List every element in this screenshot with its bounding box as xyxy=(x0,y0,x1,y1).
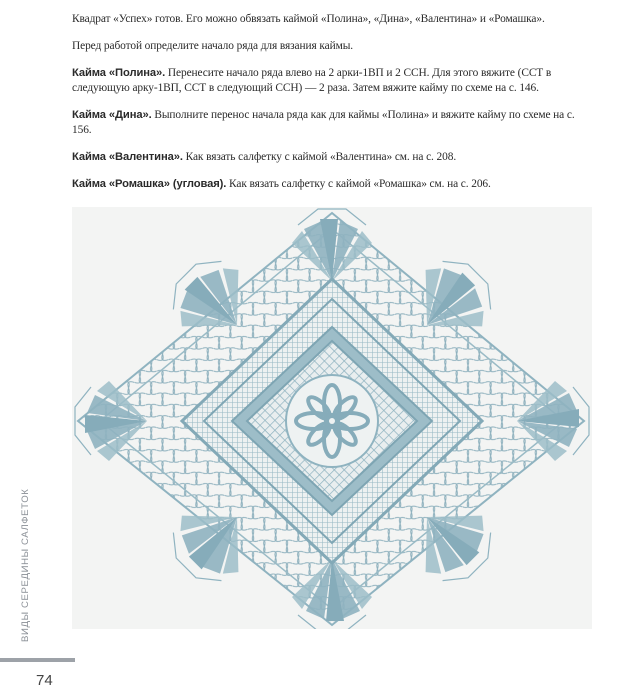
intro-instruction: Перед работой определите начало ряда для вязания каймы. xyxy=(72,40,354,52)
border-valentina-text: Как вязать салфетку с каймой «Валентина» см. на с. 208. xyxy=(182,151,457,163)
doily-center-medallion xyxy=(286,375,378,467)
border-romashka-title: Кайма «Ромашка» (угловая). xyxy=(72,178,227,190)
page-number-rule xyxy=(0,658,75,662)
border-dina-paragraph xyxy=(72,108,592,138)
border-polina-title: Кайма «Полина». xyxy=(72,67,166,79)
border-valentina-paragraph xyxy=(72,150,592,165)
doily-illustration xyxy=(72,207,592,629)
page-number: 74 xyxy=(36,672,53,689)
border-romashka-paragraph xyxy=(72,177,592,192)
section-side-label: ВИДЫ СЕРЕДИНЫ САЛФЕТОК xyxy=(20,488,31,642)
border-polina-paragraph xyxy=(72,66,592,96)
doily-photo xyxy=(72,207,592,629)
border-polina-text: Перенесите начало ряда влево на 2 арки-1ВП и 2 ССН. Для этого вяжите (ССТ в следующую арку-1ВП, ССТ в следующий ССН) — 2 раза. Затем вяжите кайму по схеме на с. 146. xyxy=(72,67,552,94)
page-text xyxy=(72,12,592,204)
intro-paragraph: Квадрат «Успех» готов. Его можно обвязать каймой «Полина», «Дина», «Валентина» и «Ромашка». xyxy=(72,13,545,25)
border-valentina-title: Кайма «Валентина». xyxy=(72,151,183,163)
border-dina-title: Кайма «Дина». xyxy=(72,109,152,121)
border-romashka-text: Как вязать салфетку с каймой «Ромашка» см. на с. 206. xyxy=(226,178,491,190)
border-dina-text: Выполните перенос начала ряда как для каймы «Полина» и вяжите кайму по схеме на с. 156. xyxy=(72,109,575,136)
